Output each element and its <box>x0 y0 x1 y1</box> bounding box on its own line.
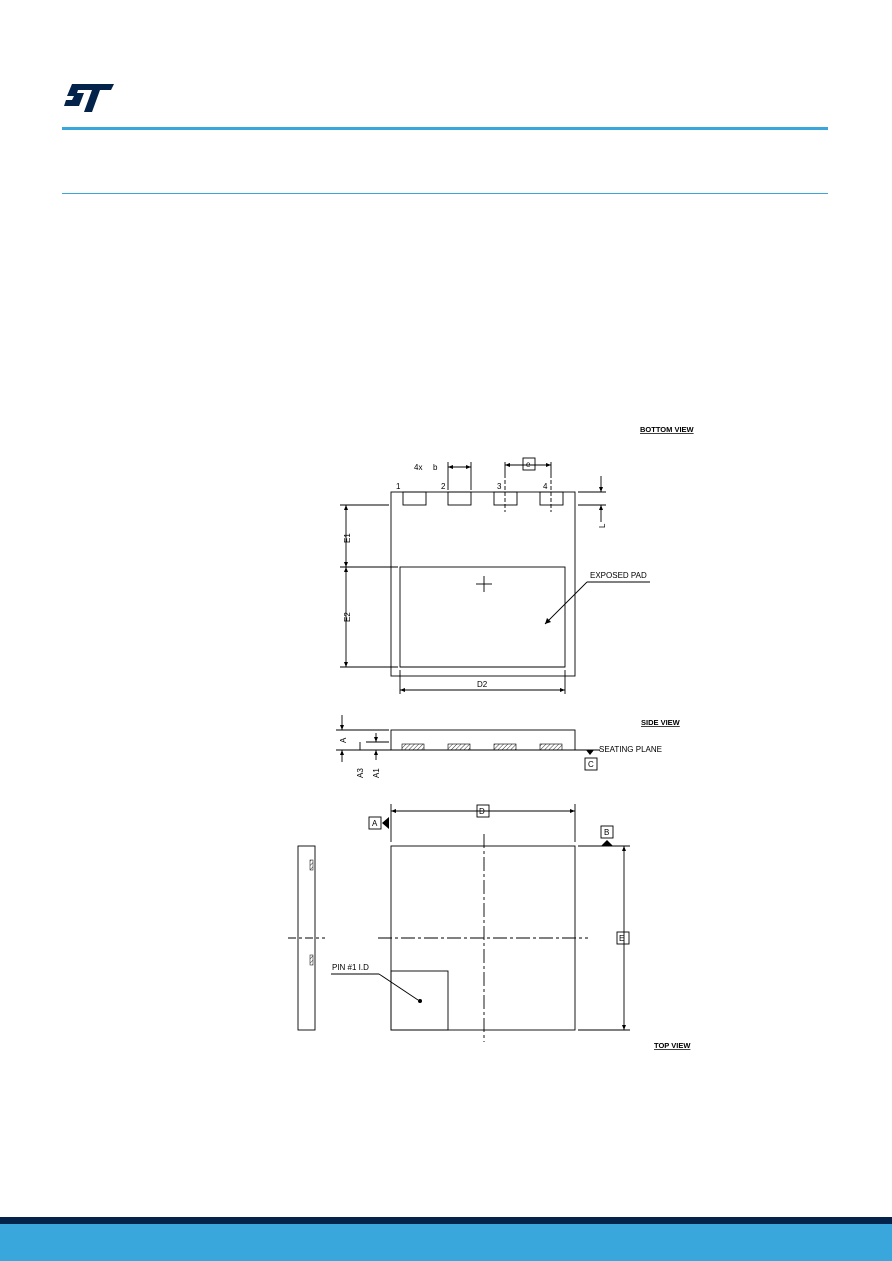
pin-4-label: 4 <box>543 482 548 491</box>
bottom-view-title: BOTTOM VIEW <box>640 425 694 434</box>
exposed-pad-label: EXPOSED PAD <box>590 571 647 580</box>
footer-band-dark <box>0 1217 892 1224</box>
e2-dimension-label: E2 <box>343 612 352 622</box>
l-dimension-label: L <box>598 523 607 528</box>
top-view-title: TOP VIEW <box>654 1041 691 1050</box>
d-dimension-label: D <box>479 807 485 816</box>
b-dimension-label: b <box>433 463 438 472</box>
pin-count-label: 4x <box>414 463 423 472</box>
datum-b-label: B <box>604 828 610 837</box>
a3-dimension-label: A3 <box>356 768 365 778</box>
side-view-pads <box>402 744 562 750</box>
a1-dimension-label: A1 <box>372 768 381 778</box>
e-dimension-label: E <box>619 934 625 943</box>
datum-a-label: A <box>372 819 378 828</box>
e-pitch-label: e <box>526 460 531 469</box>
footer-band <box>0 1224 892 1261</box>
datum-c-label: C <box>588 760 594 769</box>
side-profile-marks <box>310 860 313 965</box>
pin-3-label: 3 <box>497 482 502 491</box>
pin-1-label: 1 <box>396 482 401 491</box>
side-view-title: SIDE VIEW <box>641 718 680 727</box>
seating-plane-label: SEATING PLANE <box>599 745 662 754</box>
a-dimension-label: A <box>339 737 348 743</box>
pin1-id-label: PIN #1 I.D <box>332 963 369 972</box>
e1-dimension-label: E1 <box>343 533 352 543</box>
pin-2-label: 2 <box>441 482 446 491</box>
d2-dimension-label: D2 <box>477 680 488 689</box>
top-view-body <box>288 804 630 1042</box>
side-view-body <box>336 715 600 770</box>
